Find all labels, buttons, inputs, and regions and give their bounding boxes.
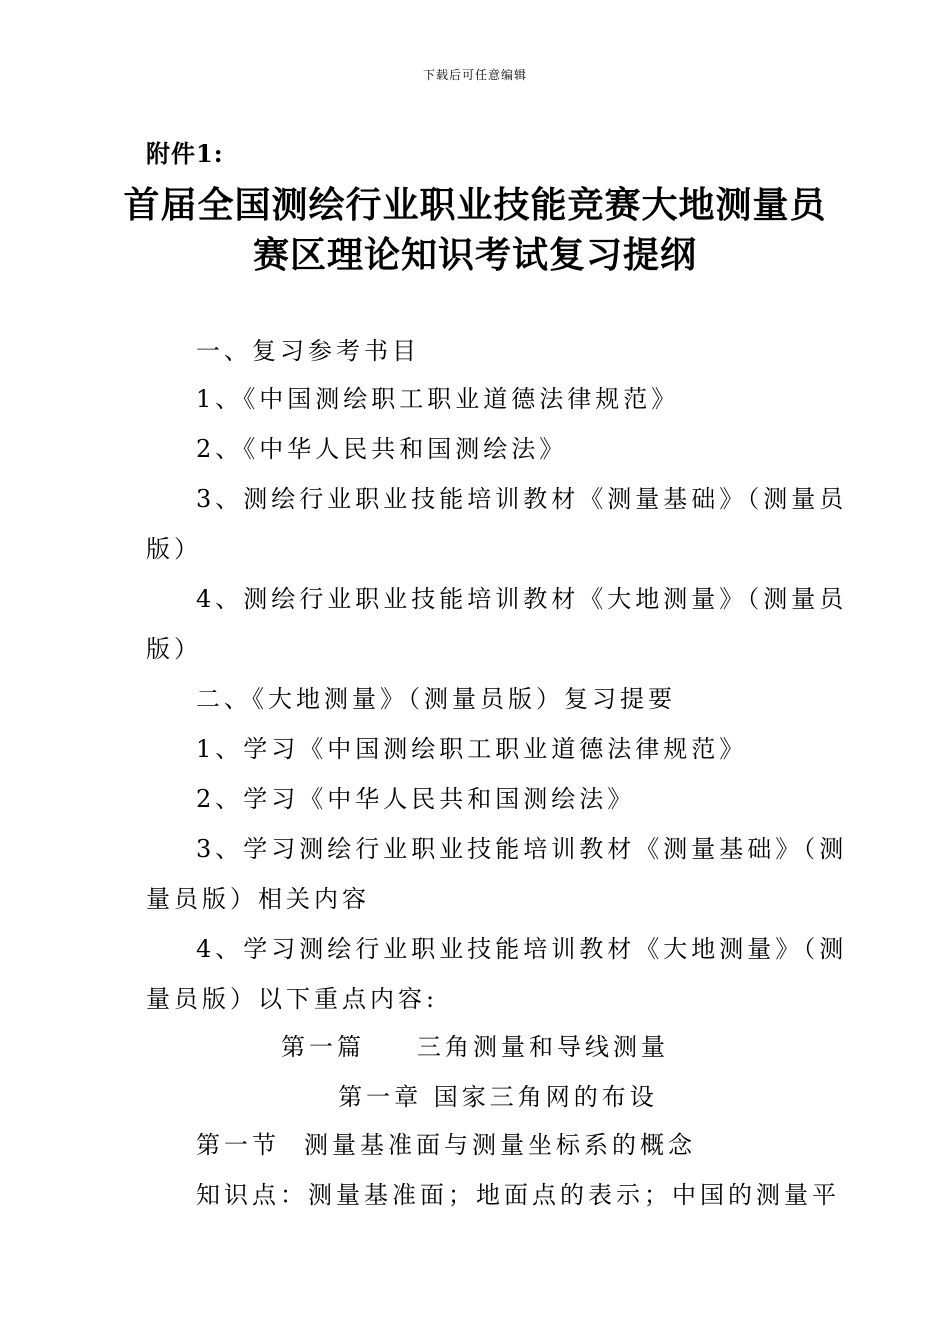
review-item: 2、学习《中华人民共和国测绘法》 <box>196 785 636 813</box>
document-title-line-1: 首届全国测绘行业职业技能竞赛大地测量员 <box>123 185 827 226</box>
reference-item-continuation: 版） <box>146 535 202 563</box>
chapter-heading: 第一章 国家三角网的布设 <box>338 1083 658 1111</box>
review-item: 3、学习测绘行业职业技能培训教材《测量基础》（测 <box>196 835 848 863</box>
reference-item: 3、测绘行业职业技能培训教材《测量基础》（测量员 <box>196 485 848 513</box>
section-label: 第一节 <box>196 1131 280 1159</box>
review-item: 1、学习《中国测绘职工职业道德法律规范》 <box>196 735 748 763</box>
section-heading <box>196 1130 696 1160</box>
header-note: 下载后可任意编辑 <box>422 68 527 82</box>
knowledge-points: 知识点：测量基准面；地面点的表示；中国的测量平 <box>196 1181 840 1209</box>
review-item-continuation: 量员版）相关内容 <box>146 885 370 913</box>
reference-item-continuation: 版） <box>146 635 202 663</box>
review-item-continuation: 量员版）以下重点内容: <box>146 985 439 1013</box>
document-title-line-2: 赛区理论知识考试复习提纲 <box>252 235 697 276</box>
reference-item: 2、《中华人民共和国测绘法》 <box>196 435 568 463</box>
reference-item: 4、测绘行业职业技能培训教材《大地测量》（测量员 <box>196 585 848 613</box>
part-label: 第一篇 <box>281 1033 365 1061</box>
part-heading <box>0 1032 950 1062</box>
section-title: 测量基准面与测量坐标系的概念 <box>304 1131 696 1159</box>
section-heading-references: 一、复习参考书目 <box>196 337 420 365</box>
attachment-label: 附件1: <box>146 139 224 168</box>
part-title: 三角测量和导线测量 <box>417 1033 669 1061</box>
section-heading-review: 二、《大地测量》（测量员版）复习提要 <box>196 685 676 713</box>
reference-item: 1、《中国测绘职工职业道德法律规范》 <box>196 385 680 413</box>
review-item: 4、学习测绘行业职业技能培训教材《大地测量》（测 <box>196 935 848 963</box>
